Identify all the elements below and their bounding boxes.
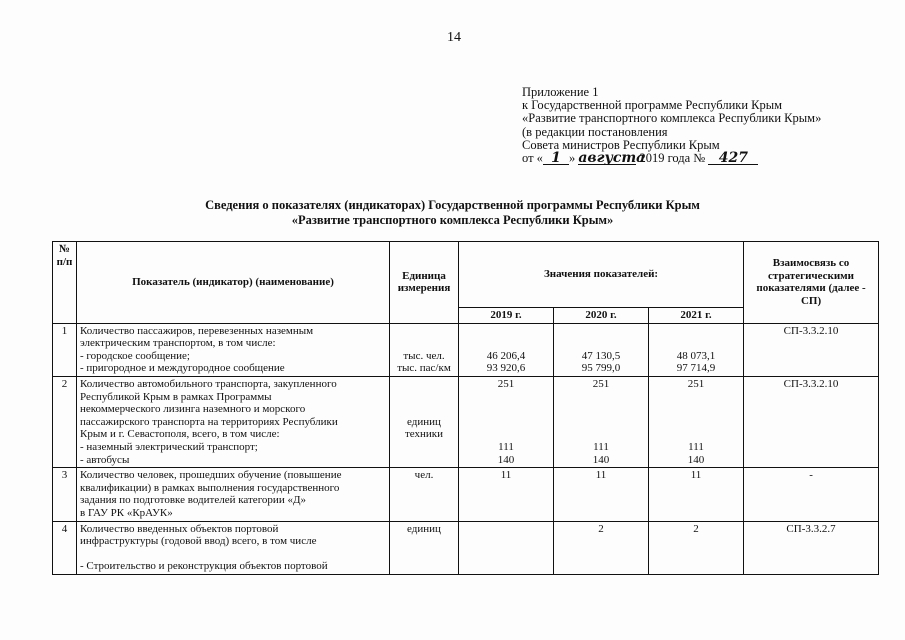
row-relation: СП-3.3.2.10 (744, 323, 879, 376)
row-unit: чел. (390, 468, 459, 521)
cell-value: 251 (497, 377, 515, 390)
unit-value: единиц (407, 415, 441, 428)
value-2021 (649, 376, 744, 467)
indicator-line: некоммерческого лизинга наземного и морского (80, 403, 306, 416)
value-2019 (459, 376, 554, 467)
row-relation: СП-3.3.2.10 (744, 376, 879, 467)
row-relation: - (744, 468, 879, 521)
indicators-table (52, 241, 879, 575)
header-year-2020: 2020 г. (554, 308, 649, 324)
indicator-line: Количество пассажиров, перевезенных наземным (80, 324, 314, 337)
handwritten-month: августа (578, 150, 646, 167)
document-title (0, 198, 905, 228)
page-number: 14 (447, 30, 461, 45)
unit-value: тыс. чел. (403, 349, 445, 362)
value-2020 (554, 323, 649, 376)
indicator-line: - наземный электрический транспорт; (80, 440, 258, 453)
header-relation: Взаимосвязь со стратегическими показателями (далее - СП) (744, 242, 879, 324)
cell-value: 93 920,6 (486, 362, 526, 375)
cell-value: 47 130,5 (581, 349, 621, 362)
value-2019: 11 (459, 468, 554, 521)
value-2021 (649, 323, 744, 376)
cell-value: 46 206,4 (486, 349, 526, 362)
row-indicator (77, 468, 390, 521)
title-line: «Развитие транспортного комплекса Республики Крым» (291, 213, 614, 227)
indicator-line: - Строительство и реконструкция объектов портовой (80, 560, 328, 573)
row-unit (390, 376, 459, 467)
value-2021: 11 (649, 468, 744, 521)
row-number: 1 (53, 323, 77, 376)
row-unit: единиц (390, 521, 459, 574)
row-number: 3 (53, 468, 77, 521)
table-row (53, 521, 879, 574)
indicator-line: - пригородное и междугородное сообщение (80, 362, 285, 375)
row-indicator (77, 323, 390, 376)
cell-value: 95 799,0 (581, 362, 621, 375)
appendix-date-line (522, 152, 821, 165)
indicator-line: квалификации) в рамках выполнения государственного (80, 481, 340, 494)
indicator-line: электрическим транспортом, в том числе: (80, 337, 276, 350)
header-indicator: Показатель (индикатор) (наименование) (77, 242, 390, 324)
appendix-block (522, 86, 821, 165)
unit-value: техники (404, 428, 444, 441)
title-line: Сведения о показателях (индикаторах) Государственной программы Республики Крым (205, 198, 700, 212)
header-values: Значения показателей: (459, 242, 744, 308)
header-unit: Единица измерения (390, 242, 459, 324)
cell-value: 48 073,1 (676, 349, 716, 362)
indicator-line: пассажирского транспорта на территориях Республики (80, 415, 338, 428)
value-2019 (459, 323, 554, 376)
date-suffix: 2019 года № (639, 151, 706, 166)
row-indicator (77, 376, 390, 467)
cell-value: 140 (687, 453, 705, 466)
row-number: 2 (53, 376, 77, 467)
cell-value: 251 (592, 377, 610, 390)
handwritten-number: 427 (708, 153, 758, 165)
row-relation: СП-3.3.2.7 (744, 521, 879, 574)
header-year-2019: 2019 г. (459, 308, 554, 324)
value-2020: 11 (554, 468, 649, 521)
indicator-line: в ГАУ РК «КрАУК» (80, 506, 173, 519)
appendix-line: (в редакции постановления (522, 124, 668, 139)
value-2020 (554, 376, 649, 467)
appendix-line: Совета министров Республики Крым (522, 137, 720, 152)
appendix-line: Приложение 1 (522, 85, 599, 99)
date-mid: » (568, 151, 576, 166)
indicator-line: Количество человек, прошедших обучение (повышение (80, 469, 342, 482)
appendix-line: «Развитие транспортного комплекса Республики Крым» (522, 111, 822, 126)
indicator-line: - городское сообщение; (80, 349, 190, 362)
value-2021: 2 (649, 521, 744, 574)
indicator-line: Республикой Крым в рамках Программы (80, 390, 272, 403)
row-number: 4 (53, 521, 77, 574)
indicator-line: инфраструктуры (годовой ввод) всего, в том числе (80, 535, 317, 548)
unit-value: тыс. пас/км (397, 362, 451, 375)
cell-value: 251 (687, 377, 705, 390)
indicator-line: Количество введенных объектов портовой (80, 522, 279, 535)
cell-value: 140 (592, 453, 610, 466)
value-2019 (459, 521, 554, 574)
indicator-line: - автобусы (80, 453, 130, 466)
appendix-line: к Государственной программе Республики Крым (522, 98, 783, 113)
cell-value: 97 714,9 (676, 362, 716, 375)
indicator-line: Количество автомобильного транспорта, закупленного (80, 377, 337, 390)
indicator-line: задания по подготовке водителей категории «Д» (80, 494, 306, 507)
table-row (53, 376, 879, 467)
indicator-line: Крым и г. Севастополя, всего, в том числе: (80, 428, 280, 441)
cell-value: 111 (498, 440, 514, 453)
row-unit (390, 323, 459, 376)
header-year-2021: 2021 г. (649, 308, 744, 324)
date-prefix: от « (522, 151, 543, 166)
header-num: № п/п (53, 242, 77, 324)
row-indicator (77, 521, 390, 574)
table-row (53, 468, 879, 521)
table-row (53, 323, 879, 376)
cell-value: 140 (497, 453, 515, 466)
cell-value: 111 (688, 440, 704, 453)
handwritten-day: 1 (543, 153, 569, 165)
value-2020: 2 (554, 521, 649, 574)
cell-value: 111 (593, 440, 609, 453)
